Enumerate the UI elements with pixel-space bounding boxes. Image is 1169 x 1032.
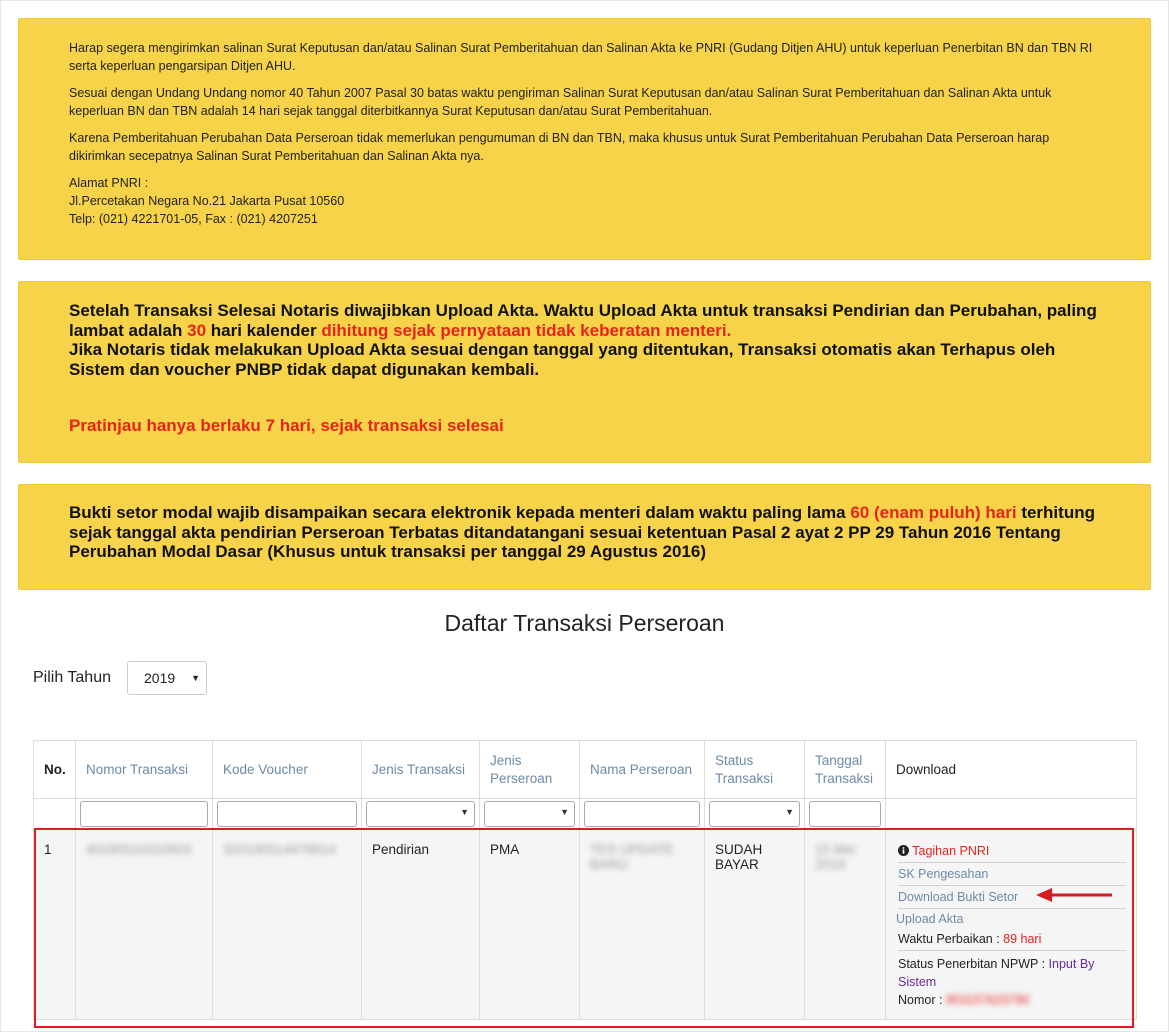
- transaction-table: [33, 740, 1137, 1020]
- notice-paragraph: Karena Pemberitahuan Perubahan Data Perseroan tidak memerlukan pengumuman di BN dan TBN, maka khusus untuk Surat Pemberitahuan Perubahan Data Perseroan harap dikirimkan secepatnya Salinan Surat Pemberitahuan dan Salinan Akta nya.: [69, 131, 1050, 163]
- filter-cell-empty: [886, 799, 1137, 830]
- upload-akta-label: Upload Akta: [896, 912, 964, 926]
- tanggal-transaksi: [805, 830, 886, 1020]
- notice-text: Setelah Transaksi Selesai Notaris diwajibkan Upload Akta. Waktu Upload Akta untuk transaksi Pendirian dan Perubahan, paling lambat adalah: [69, 301, 1097, 340]
- jenis-perseroan: PMA: [480, 830, 580, 1020]
- bukti-setor-text: [69, 503, 1100, 562]
- download-cell: [886, 830, 1137, 1020]
- filter-nomor-transaksi-input[interactable]: [80, 801, 208, 827]
- caret-down-icon: ▼: [560, 807, 569, 817]
- year-select[interactable]: [127, 661, 207, 695]
- notice-text: Bukti setor modal wajib disampaikan secara elektronik kepada menteri dalam waktu paling lama: [69, 503, 851, 522]
- filter-row: [34, 799, 1137, 830]
- tanggal-transaksi-value: 15 Mei 2019: [815, 842, 856, 872]
- nama-perseroan: [580, 830, 705, 1020]
- column-header-kode-voucher[interactable]: Kode Voucher: [213, 741, 362, 799]
- notice-text: terhitung sejak tanggal akta pendirian Perseroan Terbatas ditandatangani sesuai ketentuan Pasal 2 ayat 2 PP 29 Tahun 2016 Tentang Perubahan Modal Dasar (Khusus untuk transaksi per tanggal 29 Agustus 2016): [69, 503, 1095, 561]
- column-header-tanggal-transaksi[interactable]: Tanggal Transaksi: [805, 741, 886, 799]
- caret-down-icon: ▼: [785, 807, 794, 817]
- sk-pengesahan-label: SK Pengesahan: [898, 867, 989, 881]
- year-filter-label: Pilih Tahun: [33, 669, 111, 686]
- tagihan-pnri-label: Tagihan PNRI: [912, 844, 990, 858]
- kode-voucher-value: 320190514478914: [223, 842, 336, 857]
- filter-cell-empty: [34, 799, 76, 830]
- status-transaksi: SUDAH BAYAR: [705, 830, 805, 1020]
- waktu-perbaikan-label: Waktu Perbaikan :: [898, 932, 1004, 946]
- deadline-days: 60 (enam puluh) hari: [850, 503, 1017, 522]
- nomor-transaksi-value: 40190510310003: [86, 842, 192, 857]
- page-title: Daftar Transaksi Perseroan: [444, 610, 725, 636]
- npwp-status-label: Status Penerbitan NPWP :: [898, 957, 1049, 971]
- phone-fax: Telp: (021) 4221701-05, Fax : (021) 4207251: [69, 212, 318, 226]
- pnri-notice: [18, 18, 1151, 260]
- address-label: Alamat PNRI :: [69, 176, 149, 190]
- column-header-no[interactable]: No.: [34, 741, 76, 799]
- filter-kode-voucher-input[interactable]: [217, 801, 357, 827]
- notice-paragraph: Sesuai dengan Undang Undang nomor 40 Tahun 2007 Pasal 30 batas waktu pengiriman Salinan Surat Keputusan dan/atau Salinan Surat Pemberitahuan dan Salinan Akta untuk keperluan BN dan TBN adalah 14 hari sejak tanggal diterbitkannya Surat Keputusan dan/atau Surat Pemberitahuan.: [69, 86, 1052, 118]
- waktu-perbaikan: [898, 928, 1126, 951]
- upload-akta-notice: [18, 281, 1151, 463]
- npwp-nomor-label: Nomor :: [898, 993, 946, 1007]
- upload-deadline-text: [69, 301, 1100, 379]
- column-header-download: Download: [886, 741, 1137, 799]
- notice-highlight: dihitung sejak pernyataan tidak keberatan menteri.: [321, 320, 732, 340]
- filter-tanggal-input[interactable]: [809, 801, 881, 827]
- npwp-nomor-value: 953157623790: [945, 993, 1030, 1007]
- row-number: 1: [34, 830, 76, 1020]
- kode-voucher: [213, 830, 362, 1020]
- filter-jenis-transaksi-select[interactable]: [366, 801, 475, 827]
- nomor-transaksi: [76, 830, 213, 1020]
- deadline-days: 30: [187, 320, 207, 340]
- red-arrow-annotation: [1036, 887, 1114, 903]
- tagihan-pnri-link[interactable]: [898, 840, 1126, 863]
- column-header-jenis-perseroan[interactable]: Jenis Perseroan: [480, 741, 580, 799]
- waktu-perbaikan-value: 89 hari: [1003, 932, 1042, 946]
- bukti-setor-notice: [18, 484, 1151, 590]
- filter-nama-perseroan-input[interactable]: [584, 801, 700, 827]
- npwp-status: [898, 951, 1126, 991]
- npwp-nomor: [898, 991, 1126, 1009]
- preview-notice: Pratinjau hanya berlaku 7 hari, sejak transaksi selesai: [69, 416, 504, 435]
- table-row: [34, 830, 1137, 1020]
- caret-down-icon: ▼: [191, 673, 200, 683]
- notice-text: hari kalender: [206, 320, 322, 340]
- download-bukti-setor-label: Download Bukti Setor: [898, 890, 1019, 904]
- npwp-status-value[interactable]: Input By Sistem: [898, 957, 1095, 989]
- column-header-nomor-transaksi[interactable]: Nomor Transaksi: [76, 741, 213, 799]
- notice-text: Jika Notaris tidak melakukan Upload Akta sesuai dengan tanggal yang ditentukan, Transaksi otomatis akan Terhapus oleh Sistem dan voucher PNBP tidak dapat digunakan kembali.: [69, 340, 1056, 379]
- filter-jenis-perseroan-select[interactable]: [484, 801, 575, 827]
- jenis-transaksi: Pendirian: [362, 830, 480, 1020]
- caret-down-icon: ▼: [460, 807, 469, 817]
- column-header-status-transaksi[interactable]: Status Transaksi: [705, 741, 805, 799]
- filter-status-select[interactable]: [709, 801, 800, 827]
- nama-perseroan-value: TES UPDATE BARU: [590, 842, 674, 872]
- info-icon: [898, 845, 909, 856]
- sk-pengesahan-link[interactable]: [898, 863, 1126, 886]
- notice-paragraph: Harap segera mengirimkan salinan Surat Keputusan dan/atau Salinan Surat Pemberitahuan dan Salinan Akta ke PNRI (Gudang Ditjen AHU) untuk keperluan Penerbitan BN dan TBN RI serta keperluan pengarsipan Ditjen AHU.: [69, 41, 1093, 73]
- column-header-nama-perseroan[interactable]: Nama Perseroan: [580, 741, 705, 799]
- year-select-value: 2019: [144, 670, 176, 686]
- upload-akta-link[interactable]: [896, 909, 1126, 928]
- address-line: Jl.Percetakan Negara No.21 Jakarta Pusat 10560: [69, 194, 345, 208]
- column-header-jenis-transaksi[interactable]: Jenis Transaksi: [362, 741, 480, 799]
